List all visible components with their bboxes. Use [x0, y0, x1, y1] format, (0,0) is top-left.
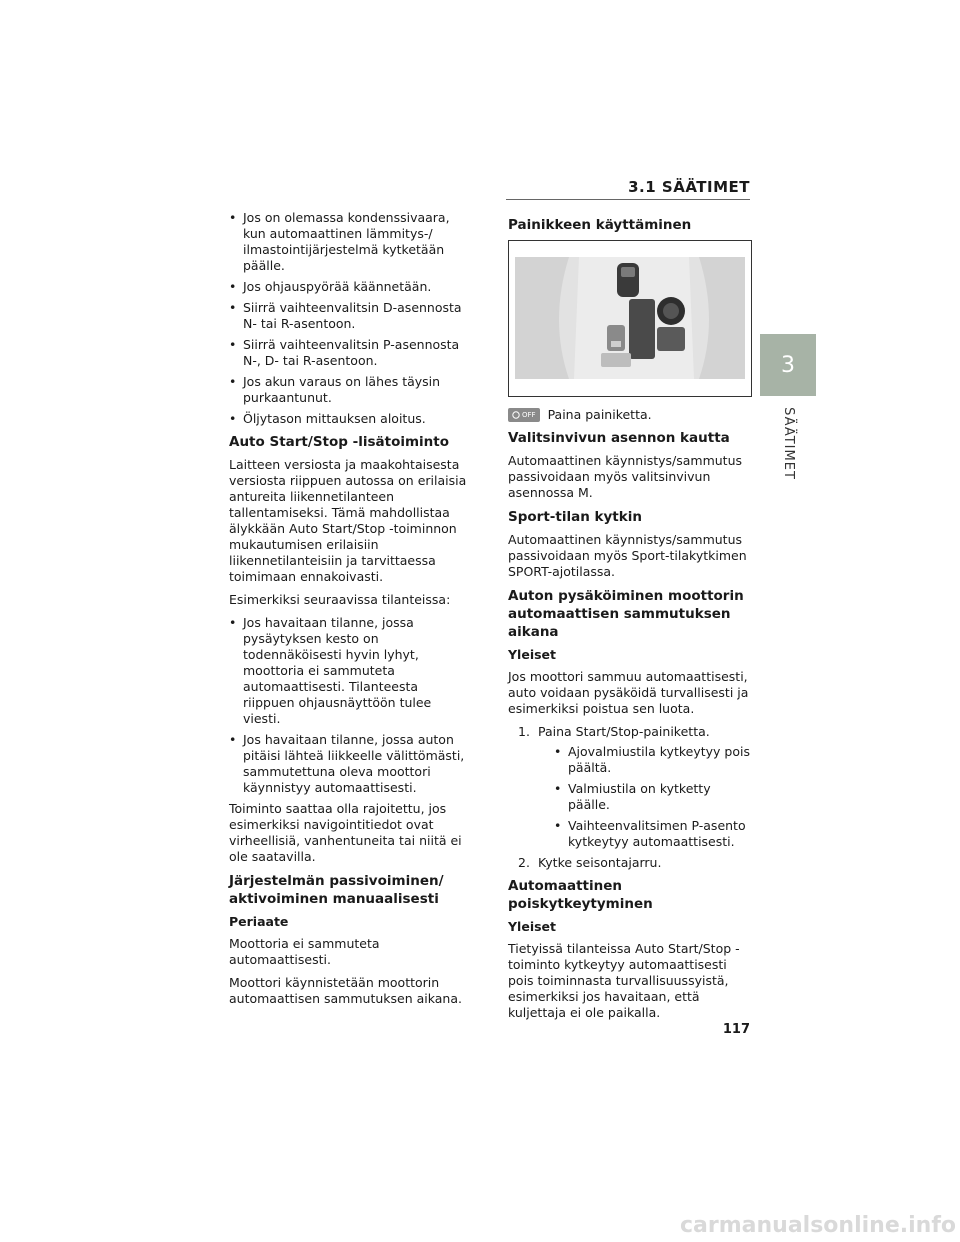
- heading-sport: Sport-tilan kytkin: [508, 509, 642, 525]
- step-sub-list: [554, 744, 752, 850]
- heading-parking: Auton pysäköiminen moottorin automaattisen sammutuksen aikana: [508, 588, 744, 640]
- chapter-label: [760, 400, 816, 486]
- paragraph: Toiminto saattaa olla rajoitettu, jos esimerkiksi navigointitiedot ovat virheellisiä, vanhentuneita tai niitä ei ole saatavilla.: [229, 801, 462, 864]
- heading-manual: Järjestelmän passivoiminen/ aktivoiminen manuaalisesti: [229, 873, 444, 907]
- center-console-figure: [508, 240, 752, 397]
- step-text: Paina Start/Stop-painiketta.: [538, 724, 710, 739]
- paragraph: Moottori käynnistetään moottorin automaattisen sammutuksen aikana.: [229, 975, 462, 1006]
- paragraph: Esimerkiksi seuraavissa tilanteissa:: [229, 592, 451, 607]
- heading-button-use: Painikkeen käyttäminen: [508, 217, 692, 233]
- paragraph: Automaattinen käynnistys/sammutus passivoidaan myös Sport-tilakytkimen SPORT-ajotilassa.: [508, 532, 747, 579]
- watermark: carmanualsonline.info: [680, 1213, 956, 1238]
- step-item: [518, 724, 752, 850]
- heading-principle: Periaate: [229, 914, 289, 929]
- list-item: • Öljytason mittauksen aloitus.: [229, 411, 469, 427]
- off-icon-label: OFF: [522, 411, 536, 419]
- steps-list: [518, 724, 752, 871]
- list-item: • Valmiustila on kytketty päälle.: [554, 781, 752, 813]
- step-number: 2.: [518, 855, 530, 870]
- heading-general: Yleiset: [508, 919, 556, 934]
- paragraph: Laitteen versiosta ja maakohtaisesta versiosta riippuen autossa on erilaisia antureita liikennetilanteen tallentamiseksi. Tämä mahdollistaa älykkään Auto Start/Stop -toiminnon mukautumisen erilaisiin liikennetilanteisiin ja tarvittaessa toimimaan ennakoivasti.: [229, 457, 467, 584]
- heading-general: Yleiset: [508, 647, 556, 662]
- paragraph: Moottoria ei sammuteta automaattisesti.: [229, 936, 380, 967]
- heading-selector: Valitsinvivun asennon kautta: [508, 430, 730, 446]
- press-instruction: [508, 407, 752, 423]
- step-item: [518, 855, 752, 871]
- header-rule: [506, 199, 750, 200]
- step-number: 1.: [518, 724, 530, 739]
- list-item: • Jos havaitaan tilanne, jossa pysäytyksen kesto on todennäköisesti hyvin lyhyt, moottoria ei sammuteta automaattisesti. Tilanteesta riippuen ohjausnäyttöön tulee viesti.: [229, 615, 469, 727]
- list-item: • Jos ohjauspyörää käännetään.: [229, 279, 469, 295]
- page-number: 117: [722, 1022, 750, 1037]
- list-item: • Siirrä vaihteenvalitsin P-asennosta N-, D- tai R-asentoon.: [229, 337, 469, 369]
- list-item: • Jos on olemassa kondenssivaara, kun automaattinen lämmitys-/ ilmastointijärjestelmä kytketään päälle.: [229, 210, 469, 274]
- condition-list: [229, 210, 469, 427]
- left-column: [229, 210, 469, 1014]
- list-item: • Siirrä vaihteenvalitsin D-asennosta N- tai R-asentoon.: [229, 300, 469, 332]
- center-console-illustration: [509, 241, 751, 396]
- list-item: • Vaihteenvalitsimen P-asento kytkeytyy automaattisesti.: [554, 818, 752, 850]
- step-text: Kytke seisontajarru.: [538, 855, 662, 870]
- paragraph: Automaattinen käynnistys/sammutus passivoidaan myös valitsinvivun asennossa M.: [508, 453, 743, 500]
- auto-start-stop-off-icon: [508, 408, 540, 422]
- list-item: • Ajovalmiustila kytkeytyy pois päältä.: [554, 744, 752, 776]
- heading-auto-start-stop: Auto Start/Stop -lisätoiminto: [229, 434, 450, 450]
- chapter-tab: 3: [760, 334, 816, 396]
- paragraph: Tietyissä tilanteissa Auto Start/Stop -toiminto kytkeytyy automaattisesti pois toiminnasta turvallisuussyistä, esimerkiksi jos havaitaan, että kuljettaja ei ole paikalla.: [508, 941, 740, 1020]
- a-symbol-icon: [512, 411, 520, 419]
- chapter-label-text: SÄÄTIMET: [780, 406, 796, 480]
- section-header: 3.1 SÄÄTIMET: [628, 178, 750, 196]
- press-text: Paina painiketta.: [547, 407, 652, 422]
- heading-auto-off: Automaattinen poiskytkeytyminen: [508, 878, 653, 912]
- examples-list: [229, 615, 469, 796]
- list-item: • Jos havaitaan tilanne, jossa auton pitäisi lähteä liikkeelle välittömästi, sammutettuna oleva moottori käynnistyy automaattisesti.: [229, 732, 469, 796]
- right-column: [508, 210, 752, 1028]
- paragraph: Jos moottori sammuu automaattisesti, auto voidaan pysäköidä turvallisesti ja esimerkiksi poistua sen luota.: [508, 669, 749, 716]
- list-item: • Jos akun varaus on lähes täysin purkaantunut.: [229, 374, 469, 406]
